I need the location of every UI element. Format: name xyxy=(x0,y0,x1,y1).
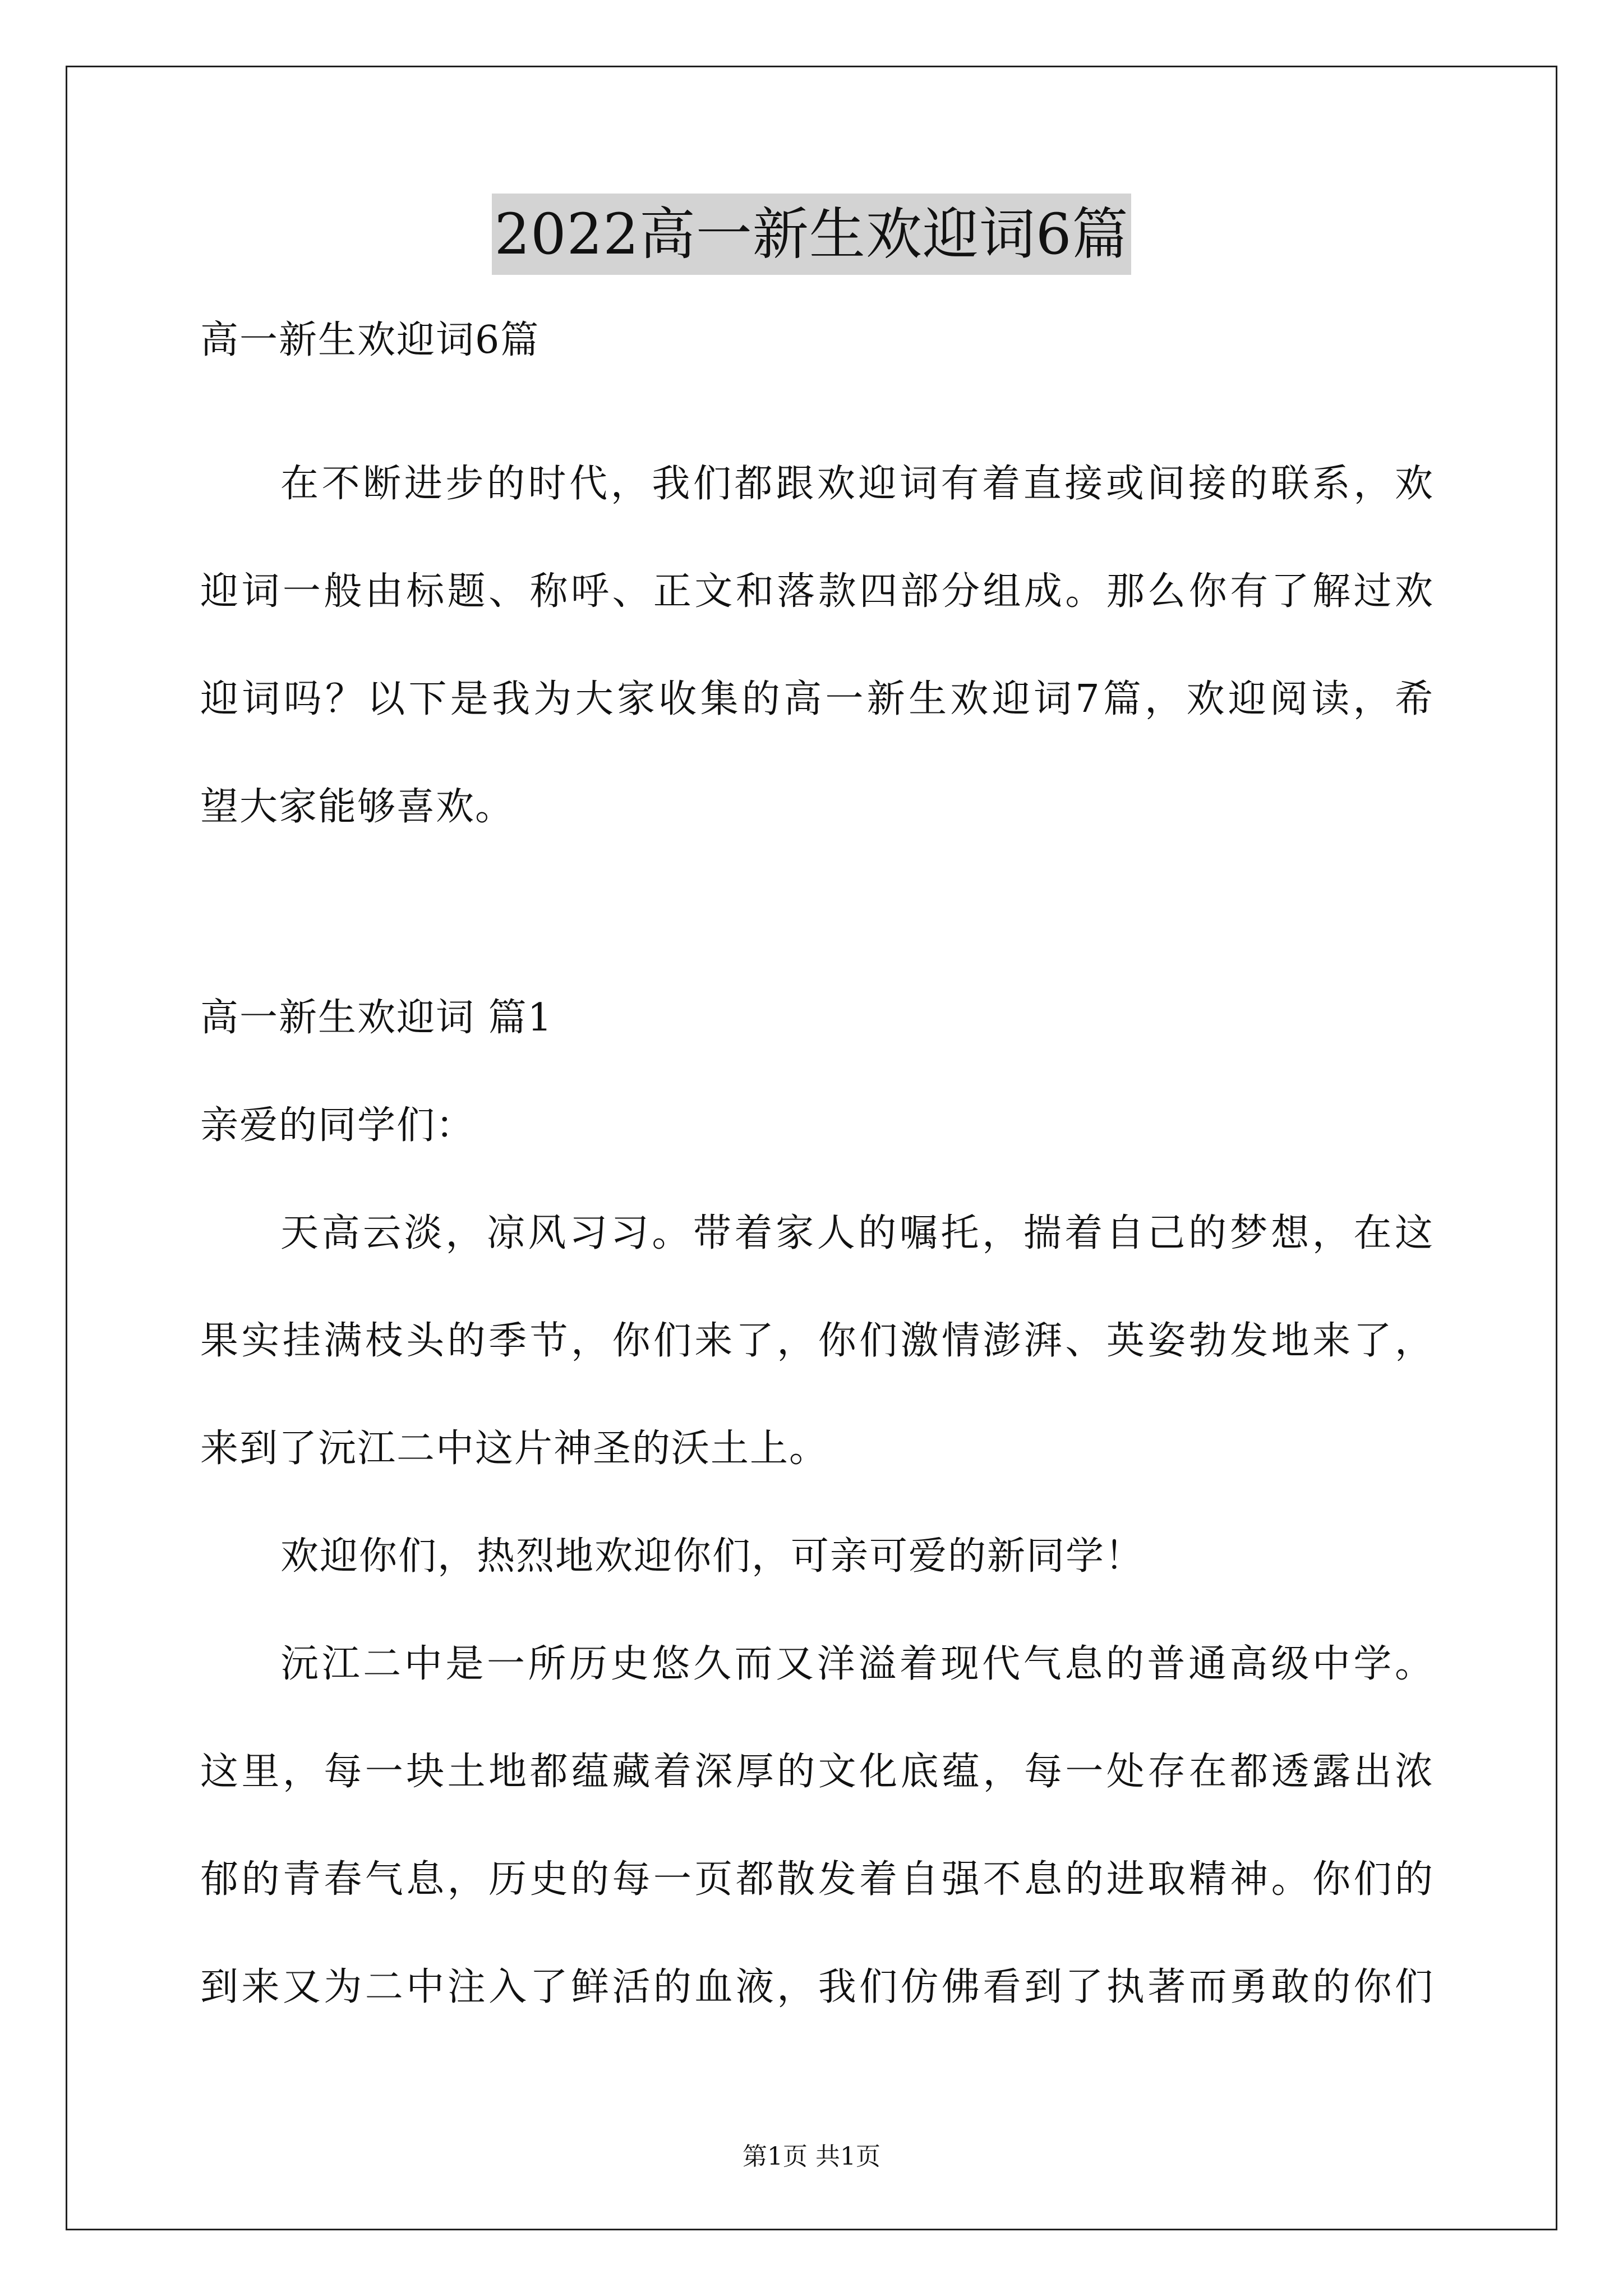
body-line-6: 这里，每一块土地都蕴藏着深厚的文化底蕴，每一处存在都透露出浓 xyxy=(200,1750,1434,1794)
document-title: 2022高一新生欢迎词6篇 xyxy=(492,194,1131,275)
intro-line-1: 在不断进步的时代，我们都跟欢迎词有着直接或间接的联系，欢 xyxy=(280,462,1434,506)
title-wrap xyxy=(0,194,1623,275)
page-footer: 第1页 共1页 xyxy=(743,2142,880,2171)
body-line-8: 到来又为二中注入了鲜活的血液，我们仿佛看到了执著而勇敢的你们 xyxy=(200,1965,1434,2009)
body-line-2: 果实挂满枝头的季节，你们来了，你们激情澎湃、英姿勃发地来了， xyxy=(200,1319,1434,1363)
intro-line-2: 迎词一般由标题、称呼、正文和落款四部分组成。那么你有了解过欢 xyxy=(200,569,1434,614)
body-line-3: 来到了沅江二中这片神圣的沃土上。 xyxy=(200,1427,829,1471)
body-line-1: 天高云淡，凉风习习。带着家人的嘱托，揣着自己的梦想，在这 xyxy=(280,1211,1434,1255)
subtitle-line: 高一新生欢迎词6篇 xyxy=(200,318,540,362)
salutation-line: 亲爱的同学们： xyxy=(200,1103,476,1148)
intro-line-3: 迎词吗？以下是我为大家收集的高一新生欢迎词7篇，欢迎阅读，希 xyxy=(200,677,1434,721)
body-line-7: 郁的青春气息，历史的每一页都散发着自强不息的进取精神。你们的 xyxy=(200,1857,1434,1902)
intro-line-4: 望大家能够喜欢。 xyxy=(200,785,515,829)
body-line-5: 沅江二中是一所历史悠久而又洋溢着现代气息的普通高级中学。 xyxy=(280,1642,1434,1686)
body-line-4: 欢迎你们，热烈地欢迎你们，可亲可爱的新同学！ xyxy=(280,1534,1145,1579)
section-heading: 高一新生欢迎词 篇1 xyxy=(200,996,553,1040)
